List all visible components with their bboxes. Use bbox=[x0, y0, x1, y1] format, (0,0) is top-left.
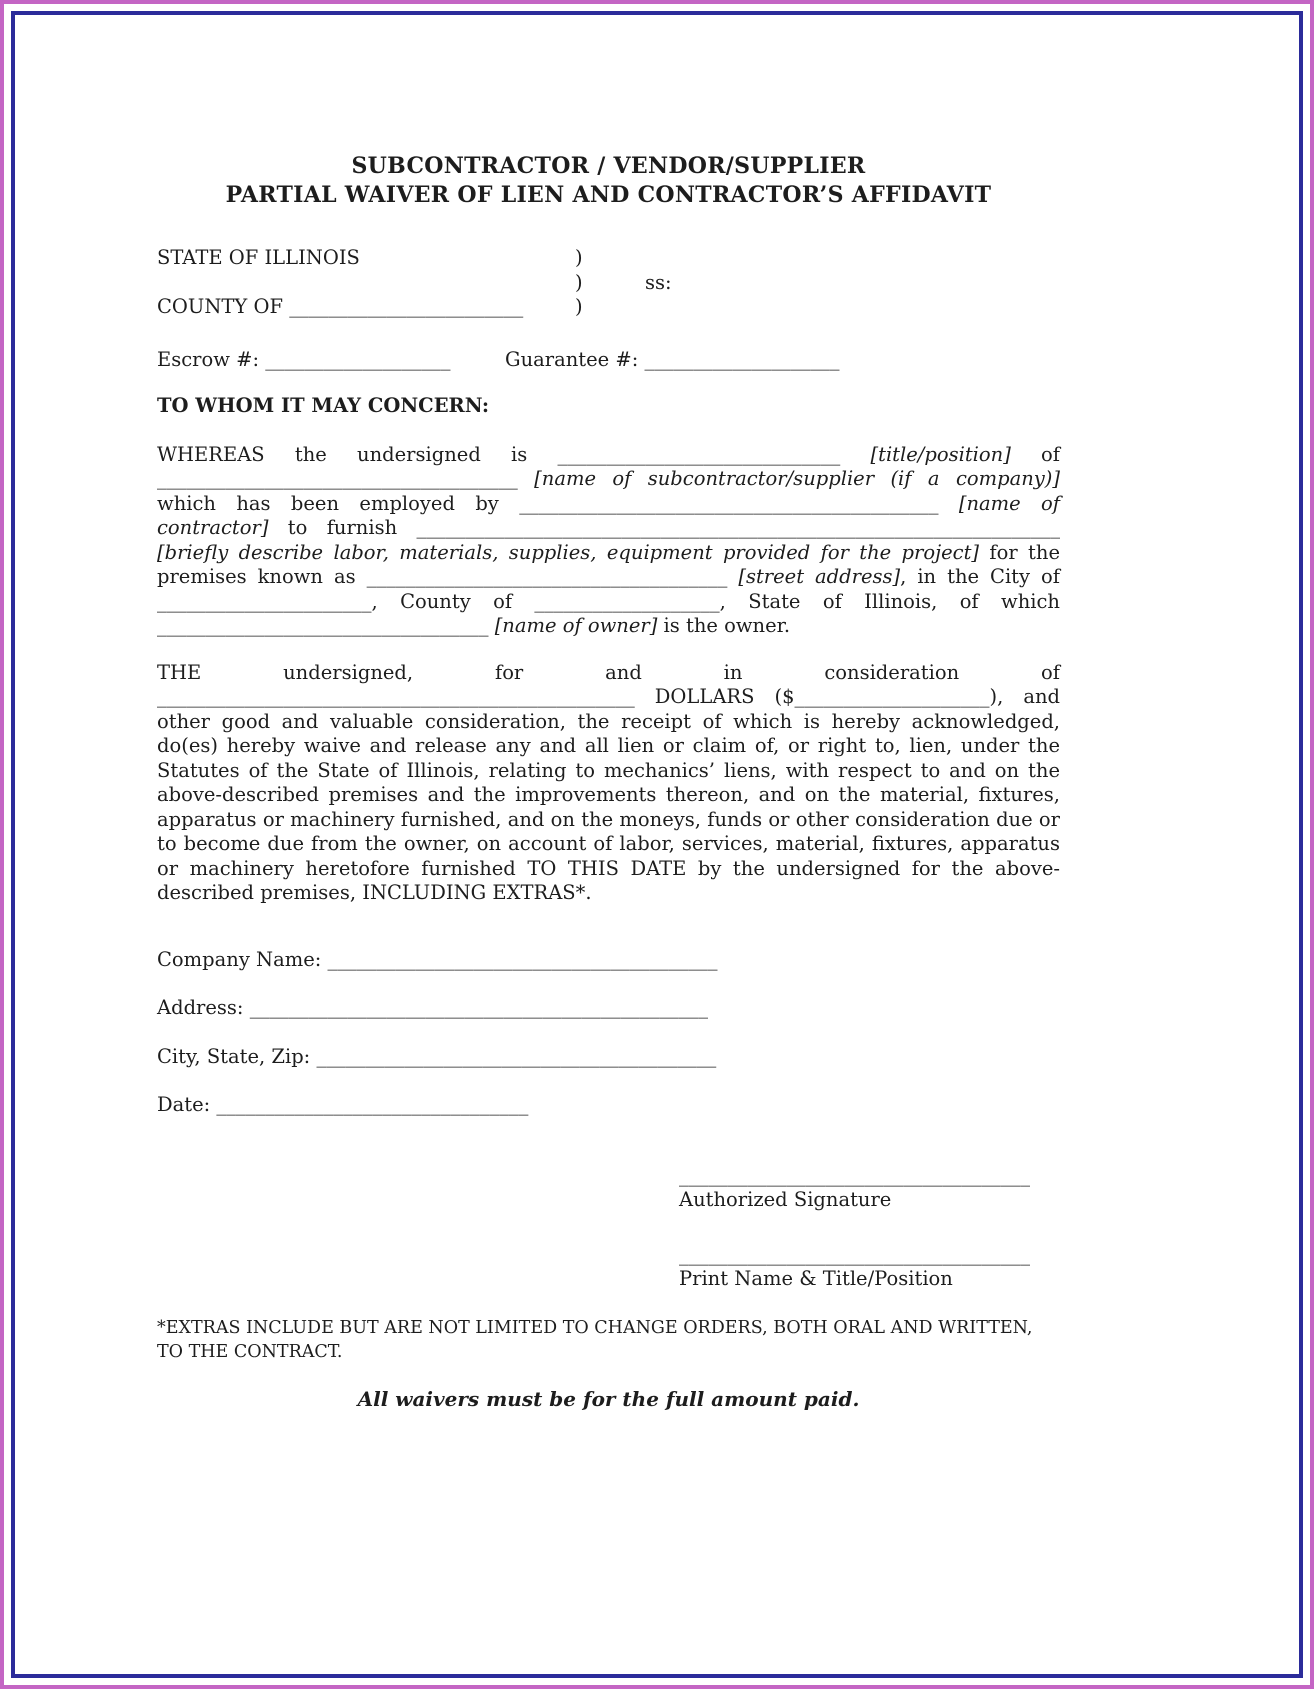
escrow-label: Escrow #: bbox=[157, 347, 266, 371]
date-label: Date: bbox=[157, 1093, 217, 1116]
address-field bbox=[157, 996, 1060, 1021]
document-title bbox=[157, 0, 1060, 210]
company-name-field bbox=[157, 948, 1060, 973]
venue-row-ss bbox=[157, 271, 1060, 296]
paren-top: ) bbox=[575, 246, 583, 269]
document-content bbox=[157, 0, 1060, 1411]
venue-row-state bbox=[157, 246, 1060, 271]
print-name-label: Print Name & Title/Position bbox=[679, 1267, 953, 1290]
extras-note: *EXTRAS INCLUDE BUT ARE NOT LIMITED TO CHANGE ORDERS, BOTH ORAL AND WRITTEN, TO THE CONTRACT. bbox=[157, 1317, 1033, 1362]
county-label: COUNTY OF bbox=[157, 295, 290, 318]
print-name-line: ____________________________________ bbox=[679, 1242, 1030, 1266]
company-name-label: Company Name: bbox=[157, 947, 328, 971]
ss-label: ss: bbox=[645, 270, 672, 294]
city-state-zip-blank: _________________________________________ bbox=[316, 1044, 717, 1068]
authorized-signature-label: Authorized Signature bbox=[679, 1188, 892, 1211]
paren-middle: ) bbox=[575, 270, 583, 294]
venue-spacer bbox=[157, 271, 575, 296]
salutation: TO WHOM IT MAY CONCERN: bbox=[157, 394, 490, 417]
county-line bbox=[157, 295, 575, 320]
signature-block bbox=[679, 1164, 1049, 1292]
consideration-paragraph: THE undersigned, for and in consideration of _________________________________________________ DOLLARS ($____________________), and other good and valuable consideration, the receipt of which is hereby acknowledged, do(es) hereby waive and release any and all lien or claim of, or right to, lien, under the Statutes of the State of Illinois, relating to mechanics’ liens, with respect to and on the above-described premises and the improvements thereon, and on the material, fixtures, apparatus or machinery furnished, and on the moneys, funds or other consideration due or to become due from the owner, on account of labor, services, material, fixtures, apparatus or machinery heretofore furnished TO THIS DATE by the undersigned for the above-described premises, INCLUDING EXTRAS*. bbox=[157, 660, 1061, 904]
city-state-zip-field bbox=[157, 1045, 1060, 1070]
county-blank: ________________________ bbox=[289, 295, 524, 318]
address-blank: _______________________________________________ bbox=[249, 996, 708, 1019]
venue-block bbox=[157, 246, 1060, 320]
authorized-signature-line: ____________________________________ bbox=[679, 1163, 1030, 1187]
guarantee-field bbox=[505, 348, 840, 373]
state-label: STATE OF ILLINOIS bbox=[157, 246, 360, 269]
paren-bottom: ) bbox=[575, 295, 583, 318]
city-state-zip-label: City, State, Zip: bbox=[157, 1044, 317, 1068]
fill-in-fields bbox=[157, 948, 1060, 1118]
escrow-blank: ___________________ bbox=[265, 347, 451, 371]
print-name-group bbox=[679, 1243, 1049, 1292]
authorized-signature-group bbox=[679, 1164, 1049, 1213]
date-field bbox=[157, 1093, 1060, 1118]
escrow-field bbox=[157, 348, 505, 373]
address-label: Address: bbox=[157, 996, 250, 1019]
date-blank: ________________________________ bbox=[216, 1093, 529, 1116]
company-name-blank: ________________________________________ bbox=[327, 947, 718, 971]
guarantee-blank: ____________________ bbox=[644, 347, 840, 371]
document-title-line1: SUBCONTRACTOR / VENDOR/SUPPLIER bbox=[351, 153, 866, 179]
document-title-line2: PARTIAL WAIVER OF LIEN AND CONTRACTOR’S AFFIDAVIT bbox=[225, 182, 992, 208]
escrow-guarantee-row bbox=[157, 348, 1060, 373]
whereas-paragraph: WHEREAS the undersigned is _____________________________ [title/position] of _____________________________________ [name of subcontractor/supplier (if a company)] which has been employed by ___________________________________________ [name of contractor] to furnish __________________________________________________________________ [briefly describe labor, materials, supplies, equipment provided for the project] for the premises known as _____________________________________ [street address], in the City of ______________________, County of ___________________, State of Illinois, of which __________________________________ [name of owner] is the owner. bbox=[157, 442, 1061, 637]
footer-note: All waivers must be for the full amount paid. bbox=[357, 1386, 860, 1411]
venue-row-county bbox=[157, 295, 1060, 320]
guarantee-label: Guarantee #: bbox=[505, 347, 645, 371]
